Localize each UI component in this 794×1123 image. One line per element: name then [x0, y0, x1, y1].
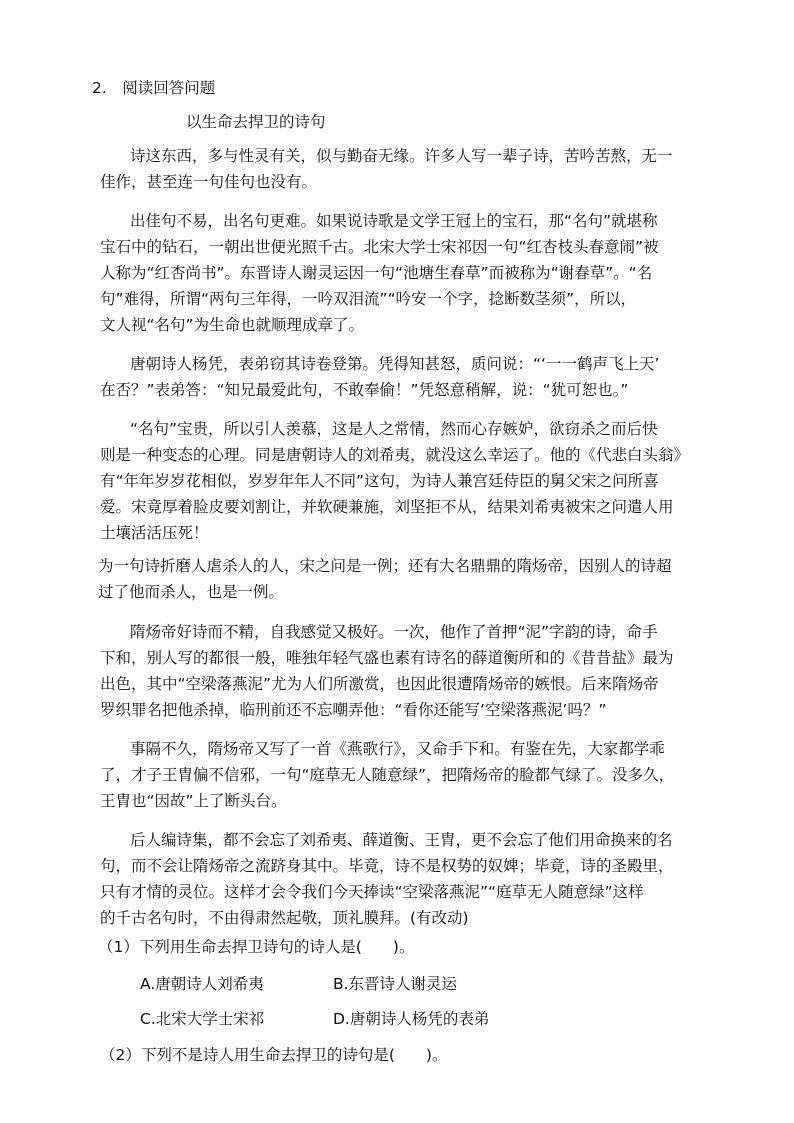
question-1-option-c[interactable]: C.北宋大学士宋祁: [140, 1010, 265, 1028]
passage-line: 为一句诗折磨人虐杀人的人，宋之问是一例；还有大名鼎鼎的隋炀帝，因别人的诗超: [98, 557, 672, 575]
passage-line: 句”难得，所谓“两句三年得，一吟双泪流”“吟安一个字，捻断数茎须”，所以，: [100, 290, 637, 308]
question-heading: 2. 阅读回答问题: [92, 79, 216, 97]
passage-line: “名句”宝贵，所以引人羡慕，这是人之常情，然而心存嫉妒，欲窃杀之而后快: [130, 420, 658, 438]
passage-line: 唐朝诗人杨凭，表弟窃其诗卷登第。凭得知甚怒，质问说：“‘一一鹤声飞上天’: [130, 355, 660, 373]
passage-line: 王胄也“因故”上了断头台。: [100, 792, 287, 810]
passage-line: 在否？”表弟答：“知兄最爱此句，不敢奉偷！”凭怒意稍解，说：“犹可恕也。”: [100, 381, 629, 399]
passage-line: 事隔不久，隋炀帝又写了一首《燕歌行》，又命手下和。有鉴在先，大家都学乖: [130, 740, 665, 758]
passage-line: 下和，别人写的都很一般，唯独年轻气盛也素有诗名的薛道衡所和的《昔昔盐》最为: [100, 649, 674, 667]
passage-line: 爱。宋竟厚着脸皮要刘割让，并软硬兼施，刘坚拒不从，结果刘希夷被宋之问遣人用: [100, 498, 674, 516]
passage-title: 以生命去捍卫的诗句: [186, 113, 326, 131]
passage-line: 文人视“名句”为生命也就顺理成章了。: [100, 316, 365, 334]
question-1-option-a[interactable]: A.唐朝诗人刘希夷: [140, 975, 264, 993]
passage-line: 宝石中的钻石，一朝出世便光照千古。北宋大学士宋祁因一句“红杏枝头春意闹”被: [100, 238, 659, 256]
passage-line: 了，才子王胄偏不信邪，一句“庭草无人随意绿”，把隋炀帝的脸都气绿了。没多久，: [100, 766, 675, 784]
passage-line: 出佳句不易，出名句更难。如果说诗歌是文学王冠上的宝石，那“名句”就堪称: [130, 212, 658, 230]
passage-line: 的千古名句时，不由得肃然起敬，顶礼膜拜。(有改动): [100, 909, 469, 927]
passage-line: 佳作，甚至连一句佳句也没有。: [100, 173, 318, 191]
passage-line: 过了他而杀人，也是一例。: [98, 583, 285, 601]
question-2-stem: （2）下列不是诗人用生命去捍卫的诗句是( )。: [100, 1046, 448, 1064]
passage-line: 只有才情的灵位。这样才会令我们今天捧读“空梁落燕泥”“庭草无人随意绿”这样: [100, 883, 644, 901]
question-1-option-d[interactable]: D.唐朝诗人杨凭的表弟: [333, 1010, 490, 1028]
question-1-option-b[interactable]: B.东晋诗人谢灵运: [333, 975, 458, 993]
passage-line: 句，而不会让隋炀帝之流跻身其中。毕竟，诗不是权势的奴婢；毕竟，诗的圣殿里，: [100, 857, 674, 875]
passage-line: 隋炀帝好诗而不精，自我感觉又极好。一次，他作了首押“泥”字韵的诗，命手: [130, 623, 658, 641]
question-1-stem: （1）下列用生命去捍卫诗句的诗人是( )。: [98, 938, 415, 956]
passage-line: 诗这东西，多与性灵有关，似与勤奋无缘。许多人写一辈子诗，苦吟苦熬，无一: [130, 147, 673, 165]
passage-line: 后人编诗集，都不会忘了刘希夷、薛道衡、王胄，更不会忘了他们用命换来的名: [130, 831, 673, 849]
passage-line: 则是一种变态的心理。同是唐朝诗人的刘希夷，就没这么幸运了。他的《代悲白头翁》: [100, 446, 690, 464]
passage-line: 人称为“红杏尚书”。东晋诗人谢灵运因一句“池塘生春草”而被称为“谢春草”。“名: [100, 264, 653, 282]
passage-line: 有“年年岁岁花相似，岁岁年年人不同”这句，为诗人兼宫廷侍臣的舅父宋之问所喜: [100, 472, 659, 490]
passage-line: 出色，其中“空梁落燕泥”尤为人们所激赏，也因此很遭隋炀帝的嫉恨。后来隋炀帝: [100, 675, 659, 693]
passage-line: 土壤活活压死！: [100, 524, 209, 542]
passage-line: 罗织罪名把他杀掉，临刑前还不忘嘲弄他：“看你还能写‘空梁落燕泥’吗？”: [100, 701, 607, 719]
